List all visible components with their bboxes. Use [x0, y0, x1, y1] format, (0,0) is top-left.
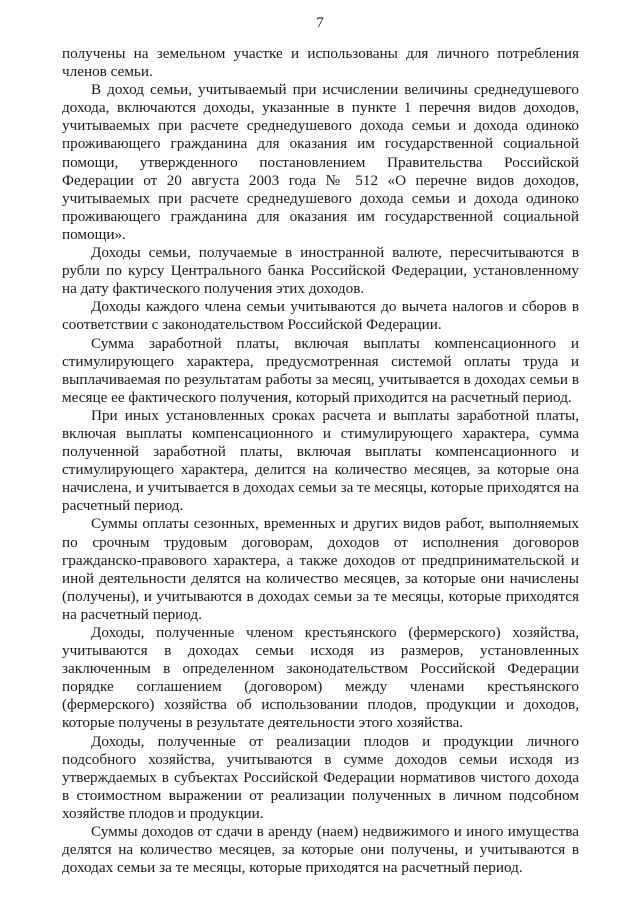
paragraph: Сумма заработной платы, включая выплаты компенсационного и стимулирующего характера, предусмотренная системой оплаты труда и выплачиваемая по результатам работы за месяц, учитывается в доходах семьи в месяце ее фактического получения, который приходится на расчетный период. — [62, 334, 579, 406]
paragraph: Доходы, полученные от реализации плодов и продукции личного подсобного хозяйства, учитываются в сумме доходов семьи исходя из утверждаемых в субъектах Российской Федерации нормативов чистого дохода в стоимостном выражении от реализации полученных в личном подсобном хозяйстве плодов и продукции. — [62, 732, 579, 822]
paragraph: Суммы доходов от сдачи в аренду (наем) недвижимого и иного имущества делятся на количество месяцев, за которые они получены, и учитываются в доходах семьи за те месяцы, которые приходятся на расчетный период. — [62, 823, 579, 877]
paragraph: Суммы оплаты сезонных, временных и других видов работ, выполняемых по срочным трудовым договорам, доходов от исполнения договоров гражданско-правового характера, а также доходов от предпринимательской и иной деятельности делятся на количество месяцев, за которые они начислены (получены), и учитываются в доходах семьи за те месяцы, которые приходятся на расчетный период. — [62, 515, 579, 623]
paragraph: Доходы каждого члена семьи учитываются до вычета налогов и сборов в соответствии с законодательством Российской Федерации. — [62, 298, 579, 334]
page-number: 7 — [316, 15, 324, 31]
paragraph: Доходы, полученные членом крестьянского (фермерского) хозяйства, учитываются в доходах семьи исходя из размеров, установленных заключенным в определенном законодательством Российской Федерации порядке соглашением (договором) между членами крестьянского (фермерского) хозяйства об использовании плодов, продукции и доходов, которые получены в результате деятельности этого хозяйства. — [62, 624, 579, 732]
document-body — [62, 45, 579, 877]
paragraph-continuation: получены на земельном участке и использованы для личного потребления членов семьи. — [62, 45, 579, 81]
paragraph: При иных установленных сроках расчета и выплаты заработной платы, включая выплаты компенсационного и стимулирующего характера, сумма полученной заработной платы, включая выплаты компенсационного и стимулирующего характера, делится на количество месяцев, за которые она начислена, и учитывается в доходах семьи за те месяцы, которые приходятся на расчетный период. — [62, 406, 579, 515]
paragraph: Доходы семьи, получаемые в иностранной валюте, пересчитываются в рубли по курсу Центрального банка Российской Федерации, установленному на дату фактического получения этих доходов. — [62, 244, 579, 298]
paragraph: В доход семьи, учитываемый при исчислении величины среднедушевого дохода, включаются доходы, указанные в пункте 1 перечня видов доходов, учитываемых при расчете среднедушевого дохода семьи и дохода одиноко проживающего гражданина для оказания им государственной социальной помощи, утвержденного постановлением Правительства Российской Федерации от 20 августа 2003 года № 512 «О перечне видов доходов, учитываемых при расчете среднедушевого дохода семьи и дохода одиноко проживающего гражданина для оказания им государственной социальной помощи». — [62, 81, 579, 243]
